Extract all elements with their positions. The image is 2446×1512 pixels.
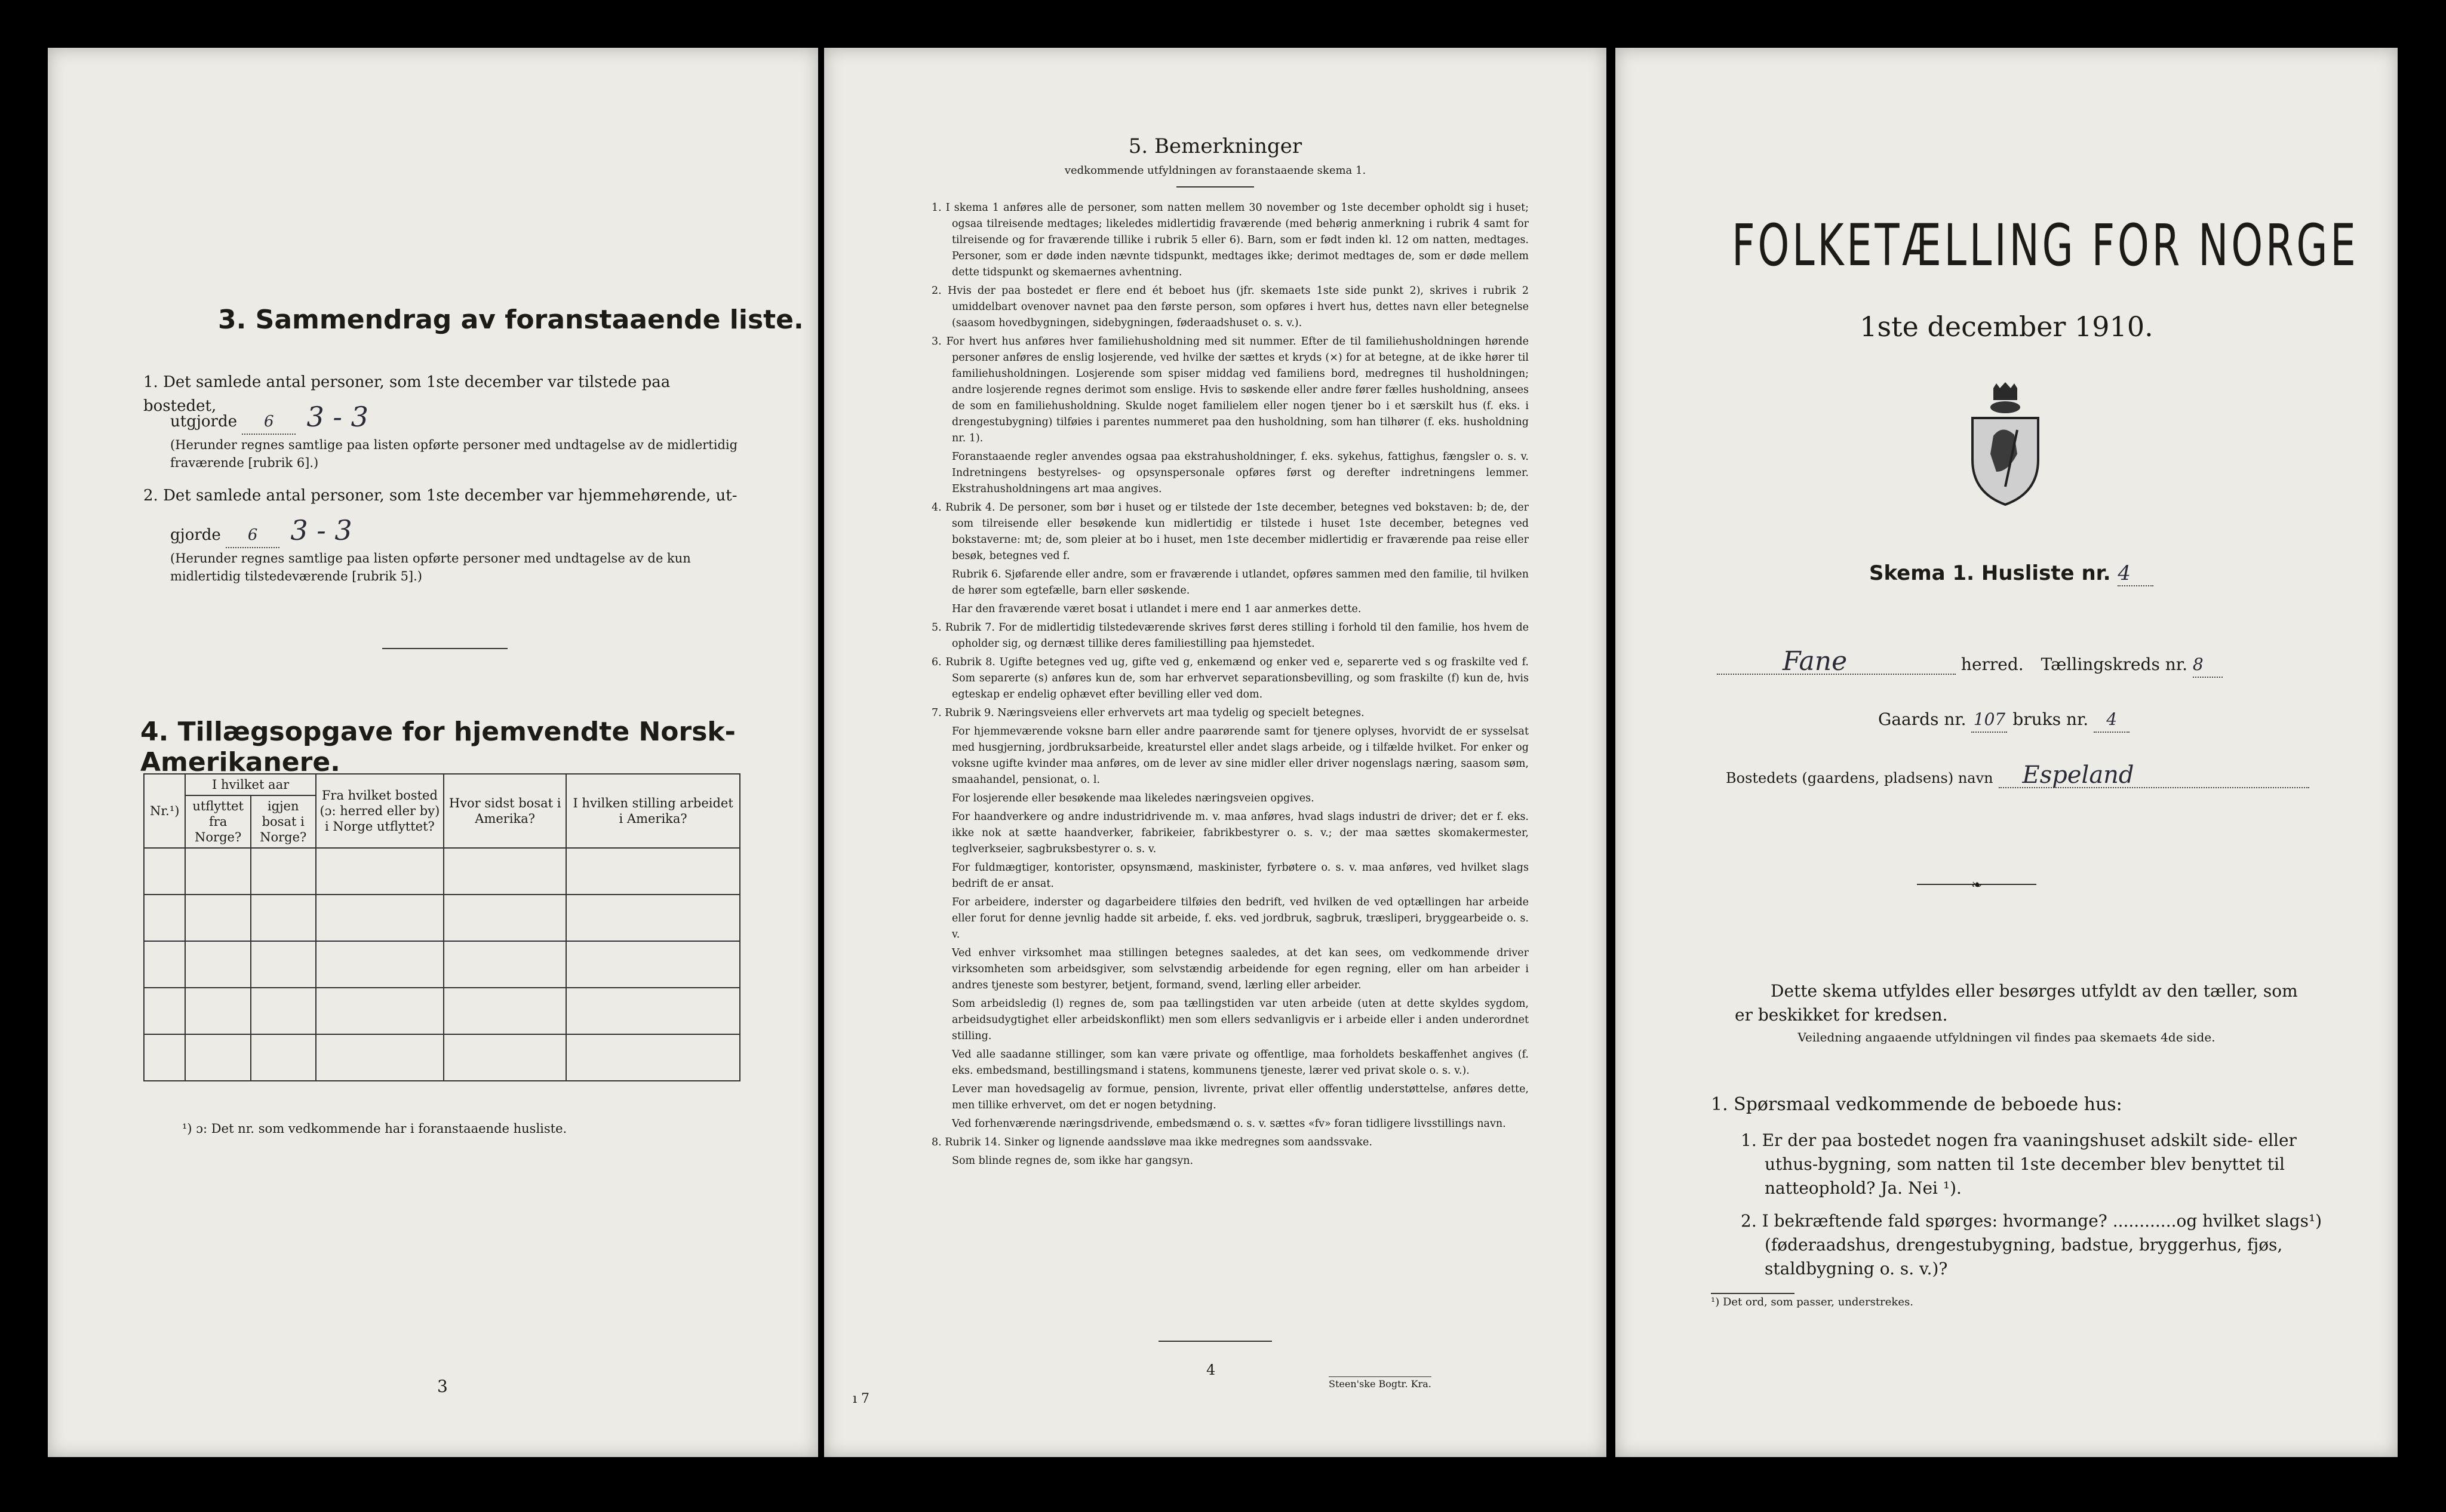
- item1-label: utgjorde: [170, 413, 238, 431]
- bosted-label: Bostedets (gaardens, pladsens) navn: [1726, 770, 1993, 786]
- bosted-value: Espeland: [1999, 763, 2309, 788]
- remark-paragraph: For hjemmeværende voksne barn eller andre paarørende samt for tjenere oplyses, hvorvidt de er sysselsat med husgjerning, jordbruksarbeide, kreaturstel eller andet slags arbeide, og i tilfælde hvilket. For enker og voksne ugifte kvinder maa anføres, om de lever av sine midler eller driver nogenslags næring, saasom søm, smaahandel, pensionat, o. l.: [952, 726, 1529, 786]
- norsk-amerikanere-table: [143, 773, 740, 1081]
- question1-title: 1. Spørsmaal vedkommende de beboede hus:: [1711, 1094, 2122, 1115]
- remark-paragraph: Ved forhenværende næringsdrivende, embedsmænd o. s. v. sættes «fv» foran tidligere livsstillings navn.: [952, 1118, 1506, 1130]
- remark-paragraph: Lever man hovedsagelig av formue, pension, livrente, privat eller offentlig understøttelse, anføres dette, men tillike erhvervet, om det er nogen betydning.: [952, 1083, 1529, 1111]
- col-aar: I hvilket aar: [185, 774, 315, 795]
- remark-paragraph: 6. Rubrik 8. Ugifte betegnes ved ug, gifte ved g, enkemænd og enker ved e, separerte ved s og fraskilte ved f. Som separerte (s) anføres kun de, som har erhvervet separationsbevilling, og som fraskilte (f) kun de, hvis egteskap er endelig ophævet efter bevilling eller ved dom.: [932, 656, 1529, 700]
- remark-paragraph: Ved alle saadanne stillinger, som kan være private og offentlige, maa forholdets beskaffenhet angives (f. eks. embedsmand, bestillingsmand i statens, kommunens tjeneste, lærer ved privat skole o. s. v.).: [952, 1049, 1529, 1077]
- table-row: [144, 895, 740, 941]
- item1-line: [170, 401, 368, 435]
- item1-text: 1. Det samlede antal personer, som 1ste december var tilstede paa bostedet,: [143, 373, 671, 415]
- item2-note: (Herunder regnes samtlige paa listen opførte personer med undtagelse av de kun midlertidig tilstedeværende [rubrik 5].): [170, 551, 691, 583]
- item2-value: 6: [226, 523, 279, 548]
- table-row: [144, 988, 740, 1034]
- page-number-4: 4: [1206, 1362, 1216, 1378]
- remark-paragraph: Som arbeidsledig (l) regnes de, som paa tællingstiden var uten arbeide (uten at dette skyldes sygdom, arbeidsudygtighet eller arbeidskonflikt) men som ellers sedvanligvis er i arbeide eller i anden underordnet stilling.: [952, 998, 1529, 1042]
- skema-line: [1869, 561, 2153, 586]
- gaards-value: 107: [1971, 708, 2007, 733]
- ornament-icon: ❧: [1971, 878, 1983, 893]
- col-utflyttet: utflyttet fra Norge?: [185, 795, 250, 848]
- gaards-label: Gaards nr.: [1878, 709, 1966, 729]
- item1-hand: 3 - 3: [306, 401, 368, 433]
- question1-2: 2. I bekræftende fald spørges: hvormange? ............og hvilket slags¹) (føderaadshus, drengestubygning, badstue, bryggerhus, fjøs, staldbygning o. s. v.)?: [1741, 1211, 2322, 1279]
- remark-paragraph: 3. For hvert hus anføres hver familiehusholdning med sit nummer. Efter de til familiehusholdningen hørende personer anføres de enslig losjerende, ved hvilke der sættes et kryds (×) for at betegne, at de ikke hører til familiehusholdningen. Losjerende som spiser middag ved familiens bord, medregnes til husholdningen; andre losjerende regnes derimot som enslige. Hvis to søskende eller andre fører fælles husholdning, ansees de som en familiehusholdning. Skulde noget familielem eller nogen tjener bo i et særskilt hus (f. eks. i drengestubygning) tilføies i parentes nummeret paa den husholdning, som han tilhører (f. eks. husholdning nr. 1).: [932, 336, 1529, 444]
- instruction-text: Dette skema utfyldes eller besørges utfyldt av den tæller, som er beskikket for kredsen.: [1735, 981, 2298, 1025]
- remarks-list: [932, 200, 1529, 1172]
- remarks-title: 5. Bemerkninger: [1128, 134, 1302, 158]
- husliste-number: 4: [2118, 561, 2153, 586]
- question1-1: 1. Er der paa bostedet nogen fra vaaningshuset adskilt side- eller uthus-bygning, som natten til 1ste december blev benyttet til natteophold? Ja. Nei ¹).: [1741, 1130, 2297, 1198]
- bottom-divider: [1159, 1341, 1272, 1342]
- table-row: [144, 1034, 740, 1081]
- instruction-note: Veiledning angaaende utfyldningen vil findes paa skemaets 4de side.: [1797, 1030, 2215, 1044]
- remark-paragraph: 1. I skema 1 anføres alle de personer, som natten mellem 30 november og 1ste december opholdt sig i huset; ogsaa tilreisende medtages; likeledes midlertidig fraværende (med behørig anmerkning i rubrik 4 samt for tilreisende og for fraværende tillike i rubrik 5 eller 6). Barn, som er født inden kl. 12 om natten, medtages. Personer, som er døde inden nævnte tidspunkt, medtages ikke; derimot medtages de, som er døde mellem dette tidspunkt og skemaernes avhentning.: [932, 202, 1529, 278]
- col-stilling: I hvilken stilling arbeidet i Amerika?: [566, 774, 740, 848]
- section3-title: 3. Sammendrag av foranstaaende liste.: [218, 305, 804, 335]
- table-row: [144, 941, 740, 988]
- herred-value: Fane: [1717, 650, 1956, 675]
- remark-paragraph: 7. Rubrik 9. Næringsveiens eller erhvervets art maa tydelig og specielt betegnes.: [932, 707, 1365, 719]
- left-page: [48, 48, 818, 1457]
- remarks-divider: [1176, 186, 1254, 188]
- divider: [382, 648, 508, 649]
- corner-marks: ı 7: [853, 1391, 870, 1406]
- remark-paragraph: 2. Hvis der paa bostedet er flere end ét beboet hus (jfr. skemaets 1ste side punkt 2), skrives i rubrik 2 umiddelbart ovenover navnet paa den første person, som opføres i hvert hus, dettes navn eller betegnelse (saasom hovedbygningen, sidebygningen, føderaadshuset o. s. v.).: [932, 285, 1529, 329]
- item2-text: 2. Det samlede antal personer, som 1ste december var hjemmehørende, ut-: [143, 487, 738, 505]
- remark-paragraph: Rubrik 6. Sjøfarende eller andre, som er fraværende i utlandet, opføres sammen med den familie, til hvilken de hører som egtefælle, barn eller søskende.: [952, 568, 1529, 597]
- page-number-3: 3: [437, 1376, 448, 1396]
- item2-hand: 3 - 3: [290, 514, 352, 546]
- col-bosat: igjen bosat i Norge?: [251, 795, 316, 848]
- right-page: [1615, 48, 2398, 1457]
- middle-page: [824, 48, 1606, 1457]
- skema-label: Skema 1. Husliste nr.: [1869, 561, 2111, 585]
- census-date: 1ste december 1910.: [1860, 311, 2153, 343]
- remark-paragraph: Ved enhver virksomhet maa stillingen betegnes saaledes, at det kan sees, om vedkommende driver virksomheten som arbeidsgiver, som selvstændig arbeidende for egen regning, eller om han arbeider i andres tjeneste som bestyrer, betjent, formand, svend, lærling eller arbeider.: [952, 947, 1529, 991]
- item1-note: (Herunder regnes samtlige paa listen opførte personer med undtagelse av de midlertidig fraværende [rubrik 6].): [170, 438, 738, 470]
- remark-paragraph: 5. Rubrik 7. For de midlertidig tilstedeværende skrives først deres stilling i forhold til den familie, hos hvem de opholder sig, og dernæst tillike deres familiestilling paa hjemstedet.: [932, 622, 1529, 650]
- herred-label: herred.: [1961, 654, 2024, 674]
- printer-mark: Steen'ske Bogtr. Kra.: [1329, 1376, 1431, 1390]
- remark-paragraph: Foranstaaende regler anvendes ogsaa paa ekstrahusholdninger, f. eks. sykehus, fattighus, fængsler o. s. v. Indretningens bestyrelses- og opsynspersonale opføres først og derefter indretningens lemmer. Ekstrahusholdningens art maa angives.: [952, 451, 1529, 495]
- section4-title: 4. Tillægsopgave for hjemvendte Norsk-Amerikanere.: [140, 717, 736, 777]
- gaards-line: [1878, 708, 2130, 733]
- col-amerika: Hvor sidst bosat i Amerika?: [444, 774, 566, 848]
- footnote-divider: [1711, 1293, 1794, 1294]
- remark-paragraph: Som blinde regnes de, som ikke har gangsyn.: [952, 1155, 1194, 1167]
- footnote: ¹) Det ord, som passer, understrekes.: [1711, 1296, 1913, 1308]
- census-title: FOLKETÆLLING FOR NORGE: [1732, 212, 2359, 279]
- bruks-value: 4: [2094, 708, 2130, 733]
- remark-paragraph: For haandverkere og andre industridrivende m. v. maa anføres, hvad slags industri de driver; det er f. eks. ikke nok at sætte haandverker, fabrikeier, fabrikbestyrer o. s. v.; der maa sættes skomakermester, teglverkseier, sagbruksbestyrer o. s. v.: [952, 811, 1529, 855]
- col-nr: Nr.¹): [144, 774, 185, 848]
- bruks-label: bruks nr.: [2012, 709, 2089, 729]
- remarks-subtitle: vedkommende utfyldningen av foranstaaende skema 1.: [1064, 164, 1366, 177]
- kreds-value: 8: [2193, 653, 2223, 678]
- remark-paragraph: For fuldmægtiger, kontorister, opsynsmænd, maskinister, fyrbøtere o. s. v. maa anføres, ved hvilket slags bedrift de er ansat.: [952, 862, 1529, 890]
- remark-paragraph: Har den fraværende været bosat i utlandet i mere end 1 aar anmerkes dette.: [952, 603, 1362, 615]
- item2-label: gjorde: [170, 526, 221, 544]
- coat-of-arms-icon: [1961, 382, 2050, 508]
- bosted-line: [1726, 763, 2309, 790]
- kreds-label: Tællingskreds nr.: [2041, 654, 2187, 674]
- col-bosted: Fra hvilket bosted (ɔ: herred eller by) i Norge utflyttet?: [316, 774, 444, 848]
- remark-paragraph: For arbeidere, inderster og dagarbeidere tilføies den bedrift, ved hvilken de ved optællingen har arbeide eller forut for denne jevnlig hadde sit arbeide, f. eks. ved jordbruk, sagbruk, træsliperi, bryggearbeide o. s. v.: [952, 896, 1529, 941]
- table-footnote: ¹) ɔ: Det nr. som vedkommende har i foranstaaende husliste.: [182, 1121, 567, 1136]
- table-row: [144, 848, 740, 895]
- remark-paragraph: For losjerende eller besøkende maa likeledes næringsveien opgives.: [952, 792, 1314, 804]
- remark-paragraph: 8. Rubrik 14. Sinker og lignende aandssløve maa ikke medregnes som aandssvake.: [932, 1136, 1372, 1148]
- herred-line: [1717, 646, 2223, 678]
- item2-line: [170, 514, 352, 548]
- remark-paragraph: 4. Rubrik 4. De personer, som bør i huset og er tilstede der 1ste december, betegnes ved bokstaven: b; de, der som tilreisende eller besøkende kun midlertidig er tilstede i huset 1ste december, betegnes ved bokstaverne: mt; de, som pleier at bo i huset, men 1ste december midlertidig er fraværende paa reise eller besøk, betegnes ved f.: [932, 502, 1529, 562]
- item1-value: 6: [242, 410, 296, 435]
